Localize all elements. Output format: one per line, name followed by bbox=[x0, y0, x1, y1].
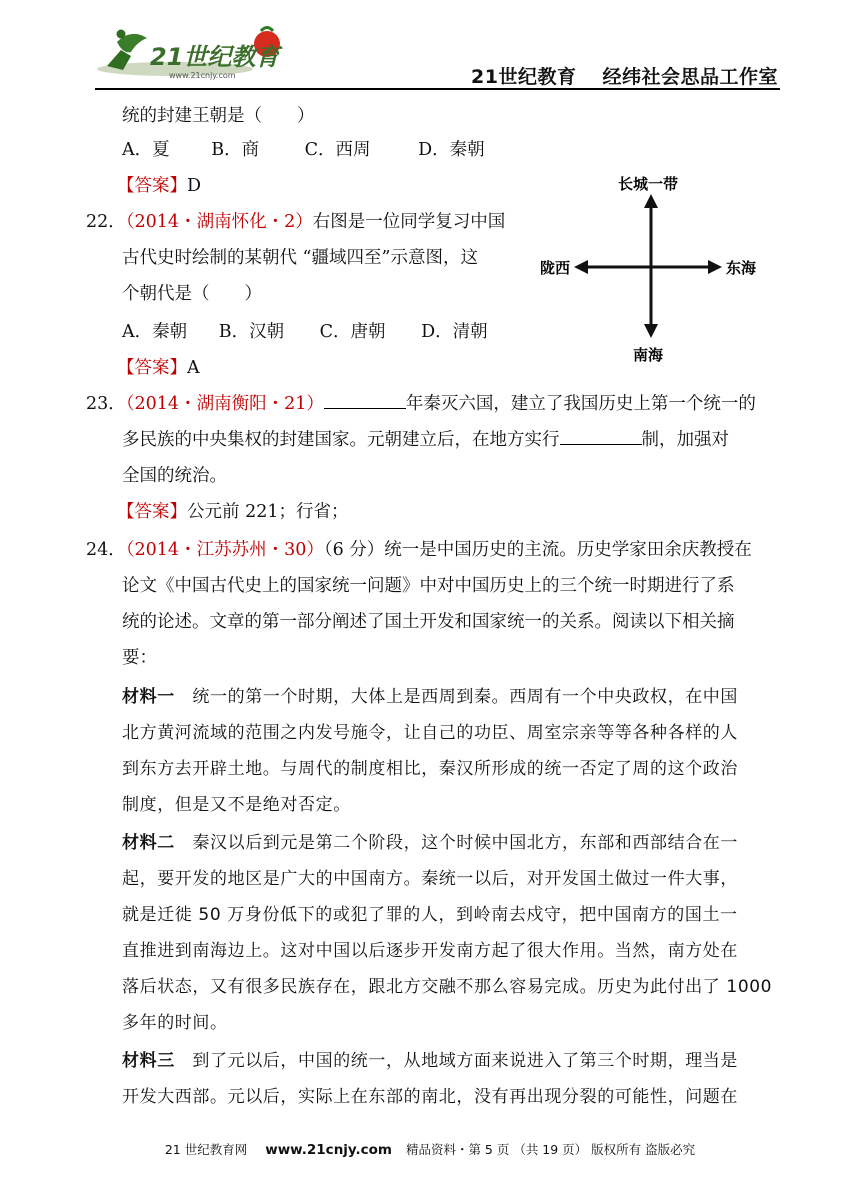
arrow-right-icon bbox=[708, 260, 722, 274]
q21-options bbox=[122, 136, 485, 161]
q22-option-d: D．清朝 bbox=[421, 322, 488, 342]
header-divider bbox=[95, 88, 780, 90]
answer-value: 公元前 221；行省； bbox=[187, 502, 349, 522]
territory-diagram bbox=[536, 172, 764, 368]
q23-answer bbox=[117, 498, 348, 523]
material-1-line: 北方黄河流域的范围之内发号施令，让自己的功臣、周室宗亲等等各种各样的人 bbox=[122, 723, 738, 743]
material-2-line: 落后状态，又有很多民族存在，跟北方交融不那么容易完成。历史为此付出了 1000 bbox=[122, 977, 773, 997]
material-2-line: 直推进到南海边上。这对中国以后逐步开发南方起了很大作用。当然，南方处在 bbox=[122, 941, 738, 961]
question-number: 22． bbox=[86, 212, 126, 232]
answer-label: 【答案】 bbox=[117, 502, 187, 522]
q22-answer bbox=[117, 354, 200, 379]
q22-line3: 个朝代是（ ） bbox=[122, 284, 262, 304]
question-text: （6 分）统一是中国历史的主流。历史学家田余庆教授在 bbox=[323, 540, 752, 560]
q22-line2: 古代史时绘制的某朝代 “疆域四至”示意图，这 bbox=[122, 248, 478, 268]
label-west: 陇西 bbox=[540, 259, 571, 277]
material-1-line: 到东方去开辟土地。与周代的制度相比，秦汉所形成的统一否定了周的这个政治 bbox=[122, 759, 738, 779]
q21-text: 统的封建王朝是（ ） bbox=[122, 106, 315, 126]
logo-url: www.21cnjy.com bbox=[169, 71, 236, 80]
arrow-down-icon bbox=[644, 324, 658, 338]
q22-option-b: B．汉朝 bbox=[218, 322, 285, 342]
page-footer bbox=[0, 1140, 860, 1158]
q24-line2: 论文《中国古代史上的国家统一问题》中对中国历史上的三个统一时期进行了系 bbox=[122, 576, 735, 596]
material-1-line: 制度，但是又不是绝对否定。 bbox=[122, 795, 351, 815]
material-3-line: 开发大西部。元以后，实际上在东部的南北，没有再出现分裂的可能性，问题在 bbox=[122, 1087, 738, 1107]
material-2-line bbox=[122, 828, 738, 853]
material-1-line bbox=[122, 682, 738, 707]
q24-line1 bbox=[86, 536, 752, 561]
question-number: 23． bbox=[86, 394, 126, 414]
arrow-left-icon bbox=[574, 260, 588, 274]
label-east: 东海 bbox=[726, 259, 757, 277]
question-source: （2014・湖南衡阳・21） bbox=[125, 394, 324, 414]
q21-option-d: D．秦朝 bbox=[418, 140, 485, 160]
question-number: 24． bbox=[86, 540, 126, 560]
logo-text: 21世纪教育 bbox=[150, 43, 280, 71]
answer-label: 【答案】 bbox=[117, 358, 187, 378]
material-text: 到了元以后，中国的统一，从地域方面来说进入了第三个时期，理当是 bbox=[174, 1051, 739, 1071]
q22-line1 bbox=[86, 208, 505, 233]
site-logo bbox=[95, 22, 295, 84]
q22-options bbox=[122, 318, 488, 343]
material-text: 秦汉以后到元是第二个阶段，这个时候中国北方，东部和西部结合在一 bbox=[174, 833, 739, 853]
blank-2[interactable] bbox=[560, 428, 642, 445]
footer-site: 21 世纪教育网 bbox=[164, 1142, 248, 1157]
material-2-line: 多年的时间。 bbox=[122, 1013, 228, 1033]
question-text: 多民族的中央集权的封建国家。元朝建立后，在地方实行 bbox=[122, 430, 560, 450]
q21-option-b: B．商 bbox=[211, 140, 260, 160]
q21-option-c: C．西周 bbox=[304, 140, 371, 160]
question-source: （2014・湖南怀化・2） bbox=[125, 212, 313, 232]
q23-line3: 全国的统治。 bbox=[122, 466, 227, 486]
footer-info: 精品资料・第 5 页 （共 19 页） 版权所有 盗版必究 bbox=[405, 1142, 696, 1157]
material-2-line: 就是迁徙 50 万身份低下的或犯了罪的人，到岭南去戍守，把中国南方的国土一 bbox=[122, 905, 738, 925]
material-text: 统一的第一个时期，大体上是西周到秦。西周有一个中央政权，在中国 bbox=[174, 687, 739, 707]
q23-line1 bbox=[86, 390, 756, 415]
q22-option-c: C．唐朝 bbox=[319, 322, 386, 342]
q21-option-a: A．夏 bbox=[122, 140, 170, 160]
header-studio: 经纬社会思品工作室 bbox=[602, 66, 778, 88]
material-label: 材料二 bbox=[122, 833, 175, 853]
question-text: 右图是一位同学复习中国 bbox=[312, 212, 506, 232]
material-3-line bbox=[122, 1046, 738, 1071]
q24-line4: 要： bbox=[122, 648, 157, 668]
blank-1[interactable] bbox=[324, 392, 406, 409]
material-2-line: 起，要开发的地区是广大的中国南方。秦统一以后，对开发国土做过一件大事， bbox=[122, 869, 738, 889]
material-label: 材料三 bbox=[122, 1051, 175, 1071]
material-label: 材料一 bbox=[122, 687, 175, 707]
arrow-up-icon bbox=[644, 194, 658, 208]
header-org: 21世纪教育 bbox=[471, 66, 577, 88]
answer-value: A bbox=[187, 358, 200, 378]
q24-line3: 统的论述。文章的第一部分阐述了国土开发和国家统一的关系。阅读以下相关摘 bbox=[122, 612, 735, 632]
answer-value: D bbox=[187, 176, 202, 196]
label-north: 长城一带 bbox=[618, 175, 679, 193]
q21-answer bbox=[117, 172, 201, 197]
answer-label: 【答案】 bbox=[117, 176, 187, 196]
header-title bbox=[445, 62, 778, 89]
question-source: （2014・江苏苏州・30） bbox=[125, 540, 324, 560]
label-south: 南海 bbox=[633, 346, 664, 364]
footer-url[interactable]: www.21cnjy.com bbox=[265, 1142, 392, 1158]
q23-line2 bbox=[122, 426, 729, 451]
question-text: 制，加强对 bbox=[641, 430, 729, 450]
q22-option-a: A．秦朝 bbox=[122, 322, 188, 342]
question-text: 年秦灭六国，建立了我国历史上第一个统一的 bbox=[405, 394, 756, 414]
